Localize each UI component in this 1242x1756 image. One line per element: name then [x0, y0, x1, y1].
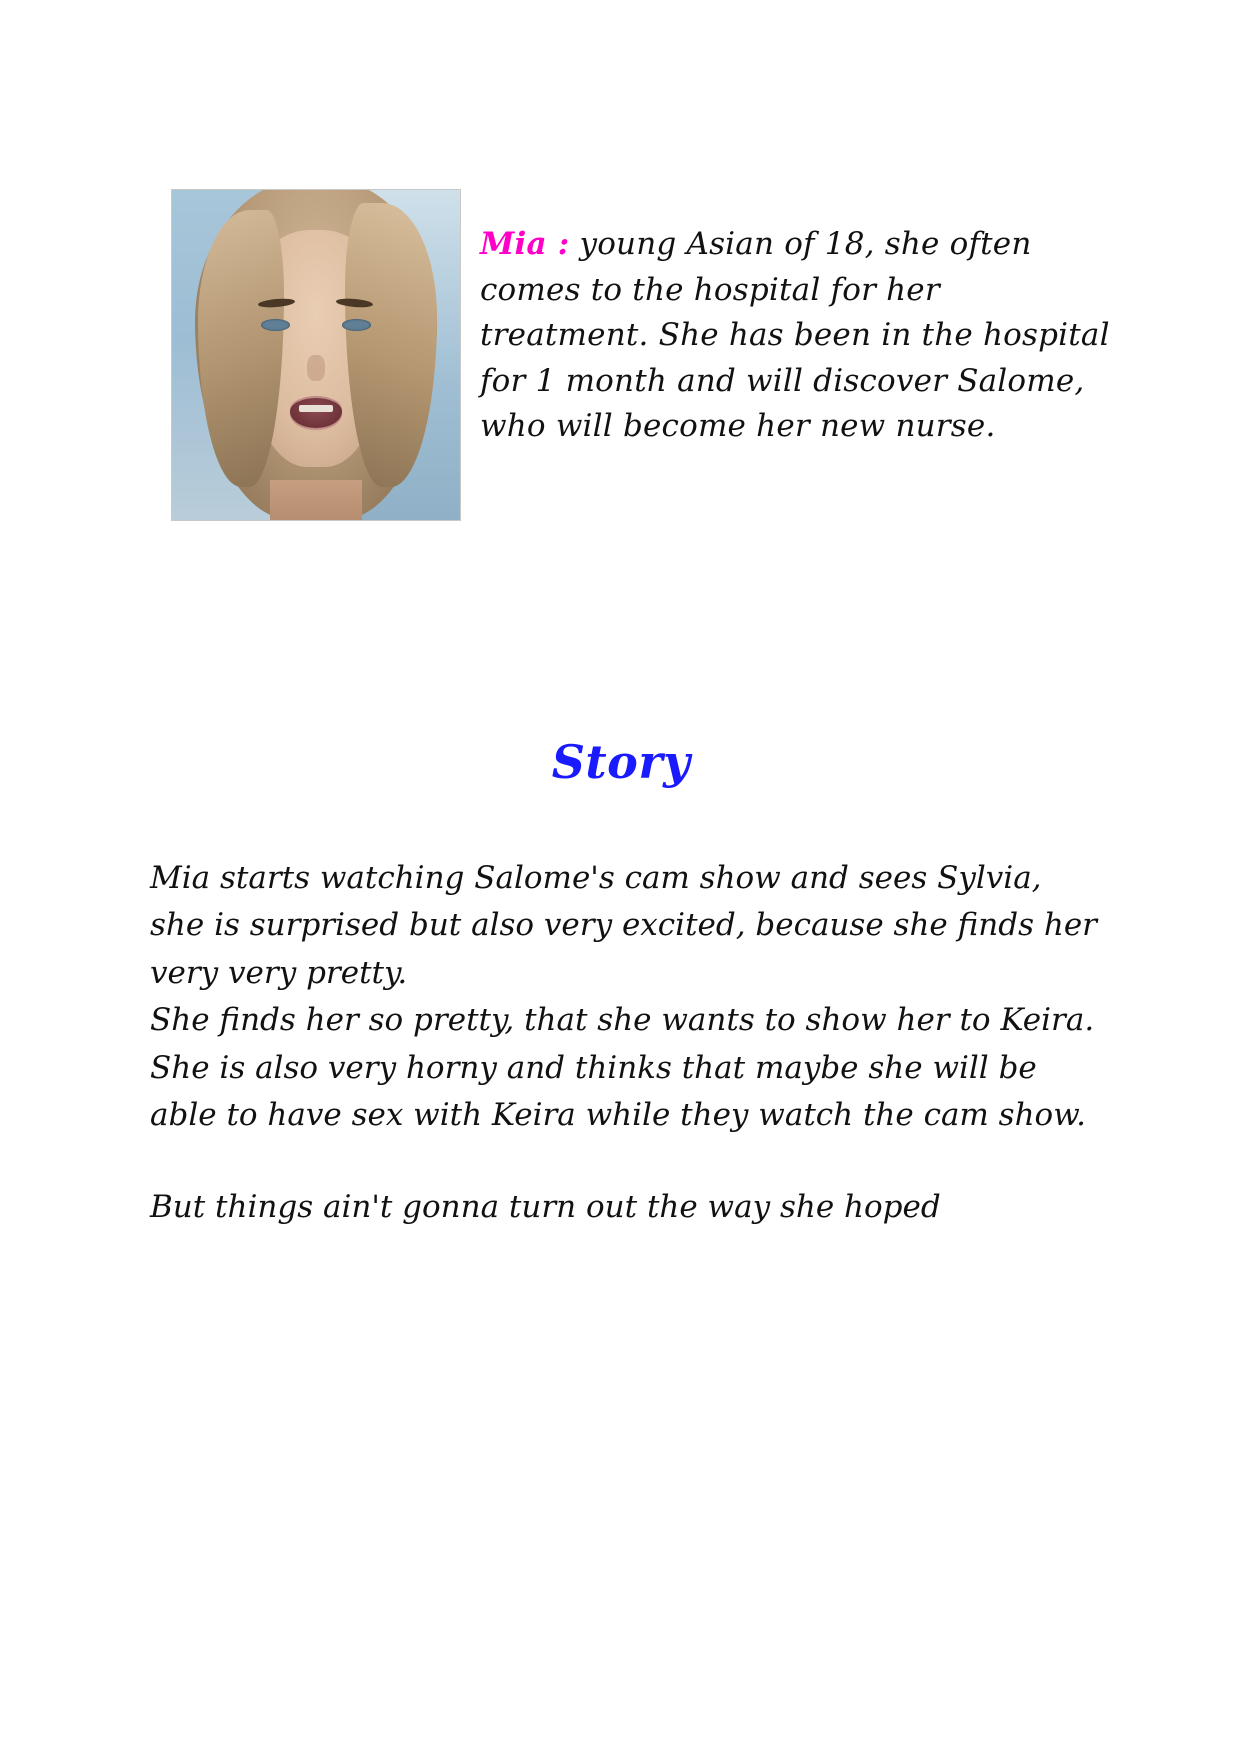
story-paragraph-2: She finds her so pretty, that she wants to show her to Keira. — [150, 1002, 1095, 1039]
neck-shape — [270, 480, 362, 520]
character-intro-block — [150, 160, 1110, 520]
character-description-text: young Asian of 18, she often comes to the hospital for her treatment. She has been in the hospital for 1 month and will discover Salome, who will become her new nurse. — [480, 226, 1110, 445]
mia-portrait-image — [172, 190, 460, 520]
eye-right-shape — [342, 319, 371, 331]
teeth-shape — [299, 405, 334, 413]
story-paragraph-1: Mia starts watching Salome's cam show and sees Sylvia, she is surprised but also very excited, because she finds her very very pretty. — [150, 860, 1097, 991]
story-body — [150, 855, 1100, 1231]
mouth-shape — [290, 398, 342, 428]
story-paragraph-3: She is also very horny and thinks that maybe she will be able to have sex with Keira while they watch the cam show. — [150, 1049, 1086, 1134]
story-paragraph-4: But things ain't gonna turn out the way she hoped — [150, 1188, 941, 1225]
eye-left-shape — [261, 319, 290, 331]
portrait-frame — [150, 160, 480, 520]
paragraph-spacer — [150, 1140, 1100, 1184]
story-heading: Story — [551, 735, 691, 789]
nose-shape — [307, 355, 324, 381]
character-description — [480, 160, 1110, 450]
character-name-label: Mia : — [480, 226, 570, 262]
